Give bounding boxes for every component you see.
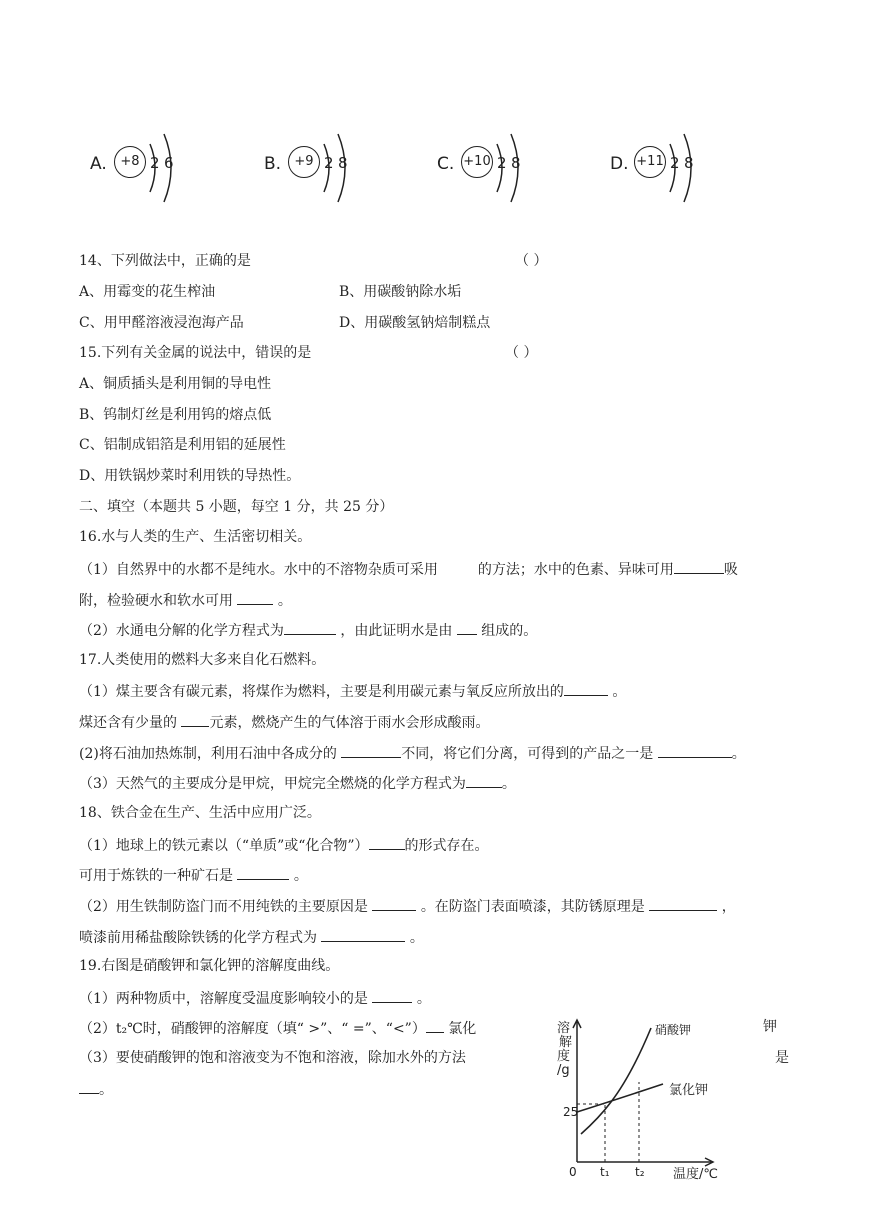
shell-count: 2 (670, 154, 680, 172)
kno3-label: 硝酸钾 (655, 1023, 692, 1037)
answer-blank[interactable] (649, 896, 717, 911)
answer-blank[interactable] (426, 1018, 444, 1033)
y-axis-label: 溶 (557, 1021, 571, 1036)
q17-part2 (79, 743, 746, 763)
q14-stem: 14、下列做法中，正确的是 (79, 253, 251, 269)
q15-option-d: D、用铁锅炒菜时利用铁的导热性。 (79, 468, 301, 484)
q18-part2-line2 (79, 927, 424, 947)
q14-stem-line (79, 252, 251, 270)
shell-count: 2 (324, 154, 334, 172)
q19-part2 (79, 1018, 476, 1038)
nucleus: +8 (114, 146, 146, 178)
answer-blank[interactable] (369, 835, 405, 850)
text: 的方法；水中的色素、异味可用 (477, 562, 674, 578)
q17-part1-line1 (79, 681, 626, 701)
text: 。 (731, 746, 746, 762)
shell-count: 8 (338, 154, 348, 172)
q18-stem: 18、铁合金在生产、生活中应用广泛。 (79, 805, 321, 821)
shell-count: 2 (150, 154, 160, 172)
text: 氯化 (448, 1021, 477, 1037)
text: 组成的。 (481, 623, 538, 639)
y-axis-label: 解 (559, 1035, 573, 1050)
option-letter: D. (610, 154, 629, 174)
text: ，由此证明水是由 (340, 623, 453, 639)
option-letter: A. (90, 154, 107, 174)
shell-count: 6 (164, 154, 174, 172)
text: （3）天然气的主要成分是甲烷，甲烷完全燃烧的化学方程式为 (79, 776, 466, 792)
q15-option-a: A、铜质插头是利用铜的导电性 (79, 376, 272, 392)
y-axis-label: /g (557, 1063, 570, 1078)
text: 喷漆前用稀盐酸除铁锈的化学方程式为 (79, 930, 317, 946)
y-tick-label: 25 (563, 1105, 579, 1119)
q14-option-b: B、用碳酸钠除水垢 (339, 284, 462, 300)
q15-option-c: C、铝制成铝箔是利用铝的延展性 (79, 437, 286, 453)
q18-part1-line2 (79, 865, 308, 885)
answer-blank[interactable] (372, 896, 416, 911)
text: （1）两种物质中，溶解度受温度影响较小的是 (79, 991, 368, 1007)
nucleus: +9 (288, 146, 320, 178)
x-tick-label: t₁ (600, 1165, 610, 1179)
answer-blank[interactable] (284, 620, 336, 635)
answer-blank[interactable] (341, 743, 401, 758)
q19-part3-end: 是 (775, 1050, 789, 1066)
q19-stem: 19.右图是硝酸钾和氯化钾的溶解度曲线。 (79, 958, 340, 974)
text: （2）用生铁制防盗门而不用纯铁的主要原因是 (79, 899, 368, 915)
q15-stem: 15.下列有关金属的说法中，错误的是 (79, 345, 312, 361)
shell-count: 2 (497, 154, 507, 172)
text: 不同，将它们分离，可得到的产品之一是 (401, 746, 654, 762)
q19-part1 (79, 988, 431, 1008)
option-letter: C. (437, 154, 455, 174)
text: （1）自然界中的水都不是纯水。水中的不溶物杂质可采用 (79, 562, 438, 578)
text: （1）地球上的铁元素以（“单质”或“化合物”） (79, 838, 369, 854)
q19-part3-line2 (79, 1079, 113, 1099)
text: 。 (277, 593, 292, 609)
answer-blank[interactable] (674, 559, 724, 574)
text: 附，检验硬水和软水可用 (79, 593, 233, 609)
q14-option-c: C、用甲醛溶液浸泡海产品 (79, 315, 244, 331)
answer-blank[interactable] (79, 1079, 99, 1094)
shell-count: 8 (511, 154, 521, 172)
q17-part1-line2 (79, 712, 489, 732)
answer-blank[interactable] (438, 560, 478, 574)
y-axis-label: 度 (557, 1049, 571, 1064)
text: (2)将石油加热炼制，利用石油中各成分的 (79, 746, 337, 762)
text: 。 (501, 776, 516, 792)
answer-blank[interactable] (457, 620, 477, 635)
text: 。 (409, 930, 424, 946)
text: （2）水通电分解的化学方程式为 (79, 623, 284, 639)
text: 煤还含有少量的 (79, 715, 177, 731)
q16-part1-line1 (79, 559, 738, 579)
shell-arcs (144, 128, 184, 208)
text: 。在防盗门表面喷漆，其防锈原理是 (420, 899, 645, 915)
kno3-curve (581, 1028, 651, 1134)
q16-part1-line2 (79, 590, 292, 610)
text: 。 (99, 1082, 113, 1098)
answer-blank[interactable] (372, 988, 412, 1003)
shell-arcs (491, 128, 531, 208)
answer-blank[interactable] (658, 743, 732, 758)
text: 。 (612, 684, 627, 700)
section-heading: 二、填空（本题共 5 小题，每空 1 分，共 25 分） (79, 499, 394, 515)
q16-part2 (79, 620, 537, 640)
text: 元素，燃烧产生的气体溶于雨水会形成酸雨。 (209, 715, 490, 731)
q19-part3: （3）要使硝酸钾的饱和溶液变为不饱和溶液，除加水外的方法 (79, 1050, 466, 1066)
q14-option-d: D、用碳酸氢钠焙制糕点 (339, 315, 491, 331)
nucleus: +10 (461, 146, 493, 178)
option-letter: B. (264, 154, 282, 174)
shell-arcs (318, 128, 358, 208)
text: ， (721, 899, 736, 915)
solubility-graph (555, 1018, 745, 1180)
q15-option-b: B、钨制灯丝是利用钨的熔点低 (79, 407, 272, 423)
shell-count: 8 (684, 154, 694, 172)
nucleus: +11 (634, 146, 666, 178)
answer-blank[interactable] (237, 590, 273, 605)
shell-arcs (664, 128, 704, 208)
q15-answer-paren: （ ） (505, 345, 538, 361)
answer-blank[interactable] (237, 865, 289, 880)
q18-part2-line1 (79, 896, 736, 916)
answer-blank[interactable] (466, 773, 502, 788)
kcl-label: 氯化钾 (669, 1083, 709, 1098)
q17-stem: 17.人类使用的燃料大多来自化石燃料。 (79, 652, 326, 668)
q17-part3 (79, 773, 516, 793)
text: （1）煤主要含有碳元素，将煤作为燃料，主要是利用碳元素与氧反应所放出的 (79, 684, 564, 700)
text: 。 (416, 991, 431, 1007)
answer-blank[interactable] (181, 712, 209, 727)
text: 。 (293, 868, 308, 884)
text: 可用于炼铁的一种矿石是 (79, 868, 233, 884)
answer-blank[interactable] (321, 927, 405, 942)
q14-option-a: A、用霉变的花生榨油 (79, 284, 216, 300)
q14-answer-paren: （ ） (515, 253, 548, 269)
q19-part2-end: 钾 (763, 1019, 777, 1035)
x-axis-label: 温度/℃ (673, 1167, 718, 1180)
answer-blank[interactable] (564, 681, 608, 696)
q18-part1-line1 (79, 835, 489, 855)
x-tick-label: t₂ (635, 1165, 645, 1179)
text: 的形式存在。 (404, 838, 489, 854)
text: （2）t₂℃时，硝酸钾的溶解度（填“ >”、“ =”、“<”） (79, 1021, 426, 1037)
origin-label: 0 (569, 1165, 577, 1179)
q16-stem: 16.水与人类的生产、生活密切相关。 (79, 529, 312, 545)
text: 吸 (723, 562, 738, 578)
